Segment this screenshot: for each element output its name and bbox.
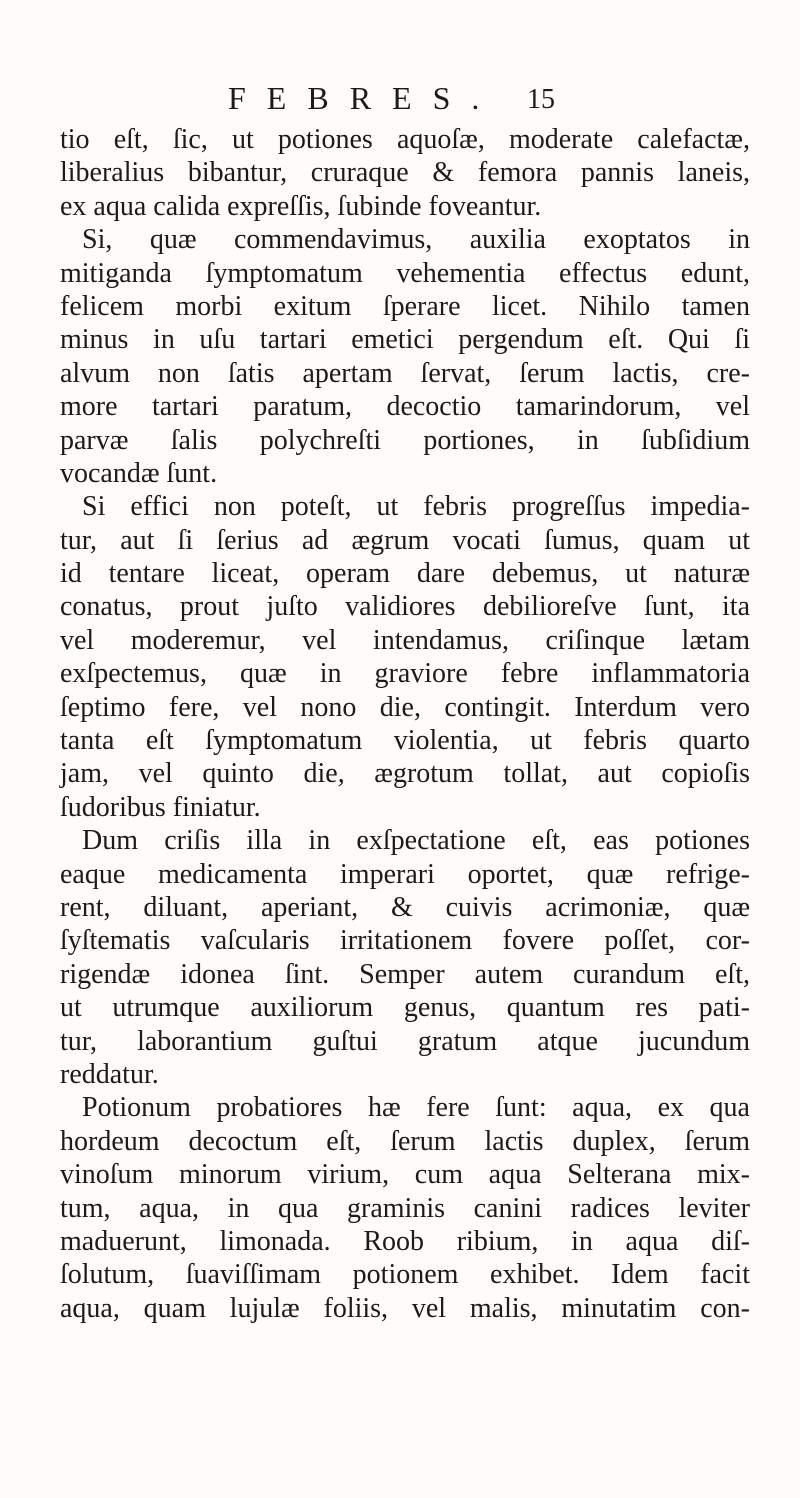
running-title: FEBRES. xyxy=(228,80,501,116)
text-line: ſyſtematis vaſcularis irritationem fovere poſſet, cor- xyxy=(60,925,750,957)
text-line: tur, aut ſi ſerius ad ægrum vocati ſumus, quam ut xyxy=(60,524,750,556)
paragraph-start-line: Potionum probatiores hæ fere ſunt: aqua, ex qua xyxy=(82,1092,750,1124)
text-line: minus in uſu tartari emetici pergendum eſt. Qui ſi xyxy=(60,324,750,356)
text-line: reddatur. xyxy=(60,1058,159,1090)
text-line: ſeptimo fere, vel nono die, contingit. Interdum vero xyxy=(60,691,750,723)
text-line: aqua, quam lujulæ foliis, vel malis, minutatim con- xyxy=(60,1292,750,1324)
text-line: rent, diluant, aperiant, & cuivis acrimoniæ, quæ xyxy=(60,891,750,923)
paragraph-start-line: Si effici non poteſt, ut febris progreſſus impedia- xyxy=(82,491,750,523)
text-line: rigendæ idonea ſint. Semper autem curandum eſt, xyxy=(60,958,750,990)
text-line: ſudoribus finiatur. xyxy=(60,791,261,823)
text-line: vinoſum minorum virium, cum aqua Selterana mix- xyxy=(60,1159,750,1191)
text-line: hordeum decoctum eſt, ſerum lactis duplex, ſerum xyxy=(60,1125,750,1157)
text-line: tanta eſt ſymptomatum violentia, ut febris quarto xyxy=(60,725,750,757)
text-line: felicem morbi exitum ſperare licet. Nihilo tamen xyxy=(60,290,750,322)
text-line: alvum non ſatis apertam ſervat, ſerum lactis, cre- xyxy=(60,357,750,389)
text-line: vocandæ ſunt. xyxy=(60,457,218,489)
running-head xyxy=(0,78,800,118)
paragraph-start-line: Si, quæ commendavimus, auxilia exoptatos in xyxy=(82,224,750,256)
text-line: vel moderemur, vel intendamus, criſinque lætam xyxy=(60,624,750,656)
body-text xyxy=(60,123,750,1325)
text-line: ſolutum, ſuaviſſimam potionem exhibet. Idem facit xyxy=(60,1259,750,1291)
text-line: mitiganda ſymptomatum vehementia effectus edunt, xyxy=(60,257,750,289)
text-line: maduerunt, limonada. Roob ribium, in aqua diſ- xyxy=(60,1225,750,1257)
text-line: ut utrumque auxiliorum genus, quantum res pati- xyxy=(60,992,750,1024)
text-line: exſpectemus, quæ in graviore febre inflammatoria xyxy=(60,658,750,690)
text-line: parvæ ſalis polychreſti portiones, in ſubſidium xyxy=(60,424,750,456)
text-line: jam, vel quinto die, ægrotum tollat, aut copioſis xyxy=(60,758,750,790)
text-line: tum, aqua, in qua graminis canini radices leviter xyxy=(60,1192,750,1224)
text-line: tur, laborantium guſtui gratum atque jucundum xyxy=(60,1025,750,1057)
text-line: liberalius bibantur, cruraque & femora pannis laneis, xyxy=(60,157,750,189)
text-line: conatus, prout juſto validiores debilioreſve ſunt, ita xyxy=(60,591,750,623)
page-number: 15 xyxy=(527,84,555,115)
text-line: ex aqua calida expreſſis, ſubinde foveantur. xyxy=(60,190,542,222)
paragraph-start-line: Dum criſis illa in exſpectatione eſt, eas potiones xyxy=(82,825,750,857)
text-line: tio eſt, ſic, ut potiones aquoſæ, moderate calefactæ, xyxy=(60,124,750,155)
text-line: id tentare liceat, operam dare debemus, ut naturæ xyxy=(60,558,750,590)
text-line: eaque medicamenta imperari oportet, quæ refrige- xyxy=(60,858,750,890)
text-line: more tartari paratum, decoctio tamarindorum, vel xyxy=(60,391,750,423)
